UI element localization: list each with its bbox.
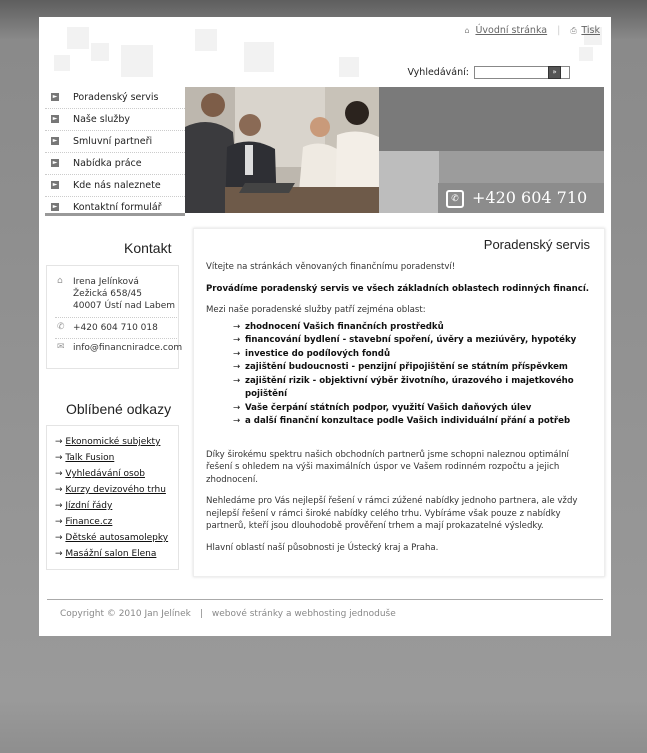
main-text xyxy=(206,261,591,563)
decor-square xyxy=(91,43,109,61)
arrow-icon: ► xyxy=(52,203,58,210)
favorite-link[interactable]: Dětské autosamolepky xyxy=(65,533,169,543)
favorites-title: Oblíbené odkazy xyxy=(66,401,172,417)
nav-item-nase-sluzby[interactable] xyxy=(45,109,185,131)
nav-item-kde-nas-naleznete[interactable] xyxy=(45,175,185,197)
favorite-link[interactable]: Masážní salon Elena xyxy=(65,549,157,559)
service-text: a další finanční konzultace podle Vašich individuální přání a potřeb xyxy=(245,416,571,426)
decor-square xyxy=(195,29,217,51)
nav-label: Naše služby xyxy=(73,114,130,125)
service-item xyxy=(233,361,591,375)
copyright: Copyright © 2010 Jan Jelínek xyxy=(60,609,191,619)
service-item xyxy=(233,415,591,429)
header-banner xyxy=(185,87,604,213)
list-intro: Mezi naše poradenské služby patří zejména oblast: xyxy=(206,305,426,315)
paragraph-best-solution: Nehledáme pro Vás nejlepší řešení v rámci zúžené nabídky jednoho partnera, ale vždy nejlepší řešení v rámci široké nabídky celého trhu. Vybíráme však pouze z nabídky partnerů, kteří jsou dlouhodobě prověření trhem a mají prokazatelné výsledky. xyxy=(206,496,578,531)
arrow-icon: ► xyxy=(52,159,58,166)
service-item xyxy=(233,402,591,416)
paragraph-region: Hlavní oblastí naší působnosti je Ústecký kraj a Praha. xyxy=(206,542,439,553)
top-links xyxy=(464,25,600,36)
link-separator: | xyxy=(557,25,561,36)
contact-title: Kontakt xyxy=(124,240,172,256)
decor-square xyxy=(54,55,70,71)
service-item xyxy=(233,375,591,402)
list-item: → Ekonomické subjekty xyxy=(55,437,161,447)
home-icon: ⌂ xyxy=(464,26,470,35)
nav-item-nabidka-prace[interactable] xyxy=(45,153,185,175)
nav-item-poradensky-servis[interactable] xyxy=(45,87,185,109)
main-content xyxy=(193,228,605,577)
list-item: → Dětské autosamolepky xyxy=(55,533,169,543)
service-text: investice do podílových fondů xyxy=(245,348,391,359)
home-link[interactable]: Úvodní stránka xyxy=(475,25,548,36)
divider xyxy=(55,338,177,339)
service-text: zajištění budoucnosti - penzijní připojištění se státním příspěvkem xyxy=(245,362,568,372)
favorite-link[interactable]: Jízdní řády xyxy=(65,501,113,511)
decor-square xyxy=(339,57,359,77)
search-area xyxy=(407,66,570,79)
arrow-icon: → xyxy=(233,362,241,372)
decor-square xyxy=(579,47,593,61)
nav-item-smluvni-partneri[interactable] xyxy=(45,131,185,153)
intro-paragraph xyxy=(206,283,591,296)
nav-label: Poradenský servis xyxy=(73,92,159,103)
arrow-icon: ► xyxy=(52,181,58,188)
contact-phone: +420 604 710 018 xyxy=(73,323,158,333)
list-item: → Kurzy devizového trhu xyxy=(55,485,166,495)
arrow-icon: ► xyxy=(52,93,58,100)
contact-box xyxy=(46,265,183,369)
footer xyxy=(60,609,396,619)
print-icon: ⎙ xyxy=(570,26,577,35)
favorites-box xyxy=(46,425,179,570)
list-item: → Finance.cz xyxy=(55,517,113,527)
nav-bottom-bar xyxy=(45,213,185,216)
service-text: zajištění rizik - objektivní výběr životního, úrazového i majetkového pojištění xyxy=(245,375,574,399)
list-item: → Talk Fusion xyxy=(55,453,115,463)
footer-tagline: webové stránky a webhosting jednoduše xyxy=(211,609,396,619)
nav-label: Kontaktní formulář xyxy=(73,202,162,213)
banner-light-block xyxy=(379,151,439,213)
nav-label: Kde nás naleznete xyxy=(73,180,161,191)
welcome-text: Vítejte na stránkách věnovaných finančnímu poradenství! xyxy=(206,262,456,272)
favorite-link[interactable]: Ekonomické subjekty xyxy=(65,437,161,447)
service-item xyxy=(233,348,591,362)
nav-label: Nabídka práce xyxy=(73,158,142,169)
print-link[interactable]: Tisk xyxy=(581,25,600,36)
service-item xyxy=(233,334,591,348)
mail-icon: ✉ xyxy=(57,342,65,352)
arrow-icon: → xyxy=(233,402,241,413)
service-item xyxy=(233,321,591,335)
divider xyxy=(55,317,177,318)
contact-name: Irena Jelínková xyxy=(73,277,139,287)
arrow-icon: ► xyxy=(52,115,58,122)
arrow-icon: → xyxy=(233,375,241,386)
footer-divider xyxy=(47,599,603,600)
banner-phone xyxy=(438,183,604,213)
service-text: zhodnocení Vašich finančních prostředků xyxy=(245,321,444,332)
contact-street: Žežická 658/45 xyxy=(73,289,142,299)
contact-email: info@financniradce.com xyxy=(73,343,183,353)
list-item: → Vyhledávání osob xyxy=(55,469,145,479)
services-list xyxy=(206,321,591,429)
phone-icon: ✆ xyxy=(57,322,65,332)
arrow-icon: → xyxy=(233,348,241,359)
decor-square xyxy=(121,45,153,77)
favorite-link[interactable]: Vyhledávání osob xyxy=(65,469,145,479)
main-nav xyxy=(45,87,185,218)
decor-square xyxy=(244,42,274,72)
favorite-link[interactable]: Finance.cz xyxy=(65,517,113,527)
service-text: financování bydlení - stavební spoření, úvěry a meziúvěry, hypotéky xyxy=(245,335,577,345)
home-icon: ⌂ xyxy=(57,276,63,286)
service-text: Vaše čerpání státních podpor, využití Vašich daňových úlev xyxy=(245,402,532,413)
contact-city: 40007 Ústí nad Labem xyxy=(73,301,175,311)
nav-label: Smluvní partneři xyxy=(73,136,153,147)
intro-text: Provádíme poradenský servis ve všech základních oblastech rodinných financí. xyxy=(206,283,590,294)
list-item: → Masážní salon Elena xyxy=(55,549,157,559)
favorite-link[interactable]: Talk Fusion xyxy=(65,453,115,463)
list-item: → Jízdní řády xyxy=(55,501,113,511)
arrow-icon: → xyxy=(233,416,241,426)
search-button[interactable]: » xyxy=(548,66,561,79)
banner-photo xyxy=(185,87,379,213)
search-label: Vyhledávání: xyxy=(407,67,469,78)
favorite-link[interactable]: Kurzy devizového trhu xyxy=(65,485,166,495)
footer-separator: | xyxy=(199,609,203,619)
arrow-icon: ► xyxy=(52,137,58,144)
favorites-list xyxy=(55,434,168,562)
arrow-icon: → xyxy=(233,321,241,332)
banner-phone-number: +420 604 710 xyxy=(472,188,588,207)
decor-square xyxy=(67,27,89,49)
page-title: Poradenský servis xyxy=(483,237,590,252)
page xyxy=(39,17,611,636)
banner-grey-block xyxy=(379,87,604,151)
phone-icon: ✆ xyxy=(446,190,464,208)
arrow-icon: → xyxy=(233,335,241,345)
paragraph-partners: Díky širokému spektru našich obchodních partnerů jsme schopni naleznou optimální řešení s ohledem na výši maximálních úspor ve Vašem rodinném rozpočtu a jejich zhodnocení. xyxy=(206,449,569,485)
business-people-photo xyxy=(185,87,379,213)
